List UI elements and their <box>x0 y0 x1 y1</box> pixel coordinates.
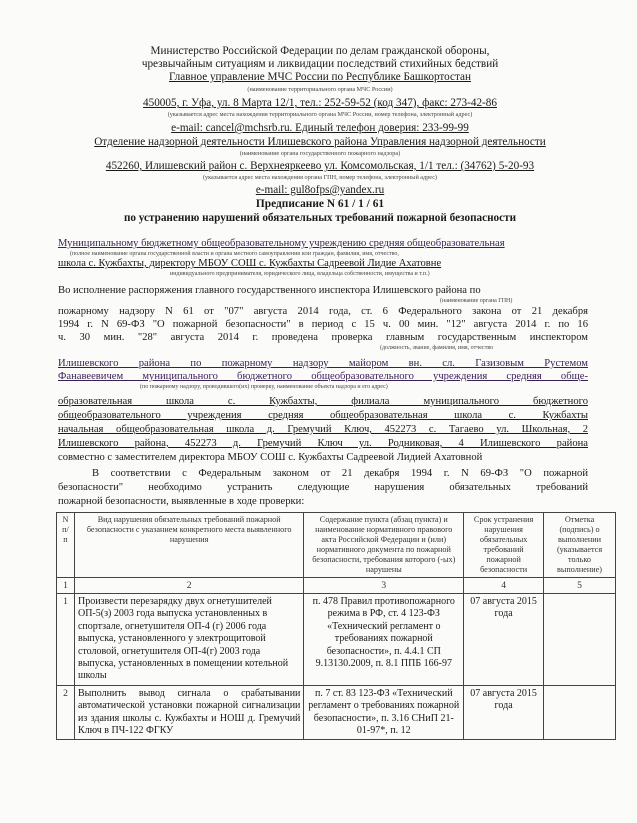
paragraph-line-2: пожарному надзору N 61 от "07" августа 2014 года, ст. 6 Федерального закона от 21 декабря <box>58 306 588 317</box>
directorate-email: e-mail: cancel@mchsrb.ru. Единый телефон доверия: 233-99-99 <box>171 122 469 134</box>
header-deadline: Срок устранения нарушения обязательных требований пожарной безопасности <box>464 513 544 578</box>
caption-inspector: (должность, звание, фамилия, имя, отчество <box>380 345 494 351</box>
deadline: 07 августа 2015 года <box>464 594 544 686</box>
completion-mark <box>544 685 616 740</box>
department-email: e-mail: gul8ofps@yandex.ru <box>255 184 385 196</box>
caption-gpn-body: (наименование органа ГПН) <box>440 298 513 304</box>
completion-mark <box>544 594 616 686</box>
paragraph-line-13: безопасности" необходимо устранить следующие нарушения обязательных требований <box>58 482 588 493</box>
caption-territorial-body: (наименование территориального органа МЧС России) <box>247 86 393 93</box>
header-norm: Содержание пункта (абзац пункта) и наименование нормативного правового акта Российской Федерации и (или) нормативного документа по пожарной безопасности, требования которого (-ых) нарушены <box>304 513 464 578</box>
paragraph-line-7: образовательная школа с. Кужбахты, филиала муниципального бюджетного <box>58 396 588 407</box>
violated-norm: п. 7 ст. 83 123-ФЗ «Технический регламент о требованиях пожарной безопасности», п. 3.16 СНиП 21-01-97*, п. 12 <box>304 685 464 740</box>
order-number: Предписание N 61 / 1 / 61 <box>255 198 385 210</box>
order-subtitle: по устранению нарушений обязательных требований пожарной безопасности <box>123 212 517 224</box>
paragraph-line-4: ч. 30 мин. "28" августа 2014 г. проведена проверка главным государственным инспектором <box>58 332 588 343</box>
header-number: N п/п <box>57 513 75 578</box>
department-name: Отделение надзорной деятельности Илишевского района Управления надзорной деятельности <box>94 136 546 148</box>
paragraph-line-8: общеобразовательного учреждения средняя общеобразовательная школа с. Кужбахты <box>58 410 588 421</box>
caption-object: (по пожарному надзору, проводившего(их) проверку, наименование объекта надзора и его адрес) <box>140 384 388 390</box>
department-address: 452260, Илишевский район с. Верхнеяркеево ул. Комсомольская, 1/1 тел.: (34762) 5-20-93 <box>105 160 535 172</box>
table-row <box>57 594 616 686</box>
addressee-line-2: школа с. Кужбахты, директору МБОУ СОШ с. Кужбахты Садреевой Лидие Ахатовне <box>58 258 442 269</box>
deadline: 07 августа 2015 года <box>464 685 544 740</box>
row-number: 2 <box>57 685 75 740</box>
paragraph-line-12: В соответствии с Федеральным законом от 21 декабря 1994 г. N 69-ФЗ "О пожарной <box>92 468 588 479</box>
caption-department: (наименование органа государственного пожарного надзора) <box>239 150 401 157</box>
paragraph-line-10: Илишевского района, 452273 д. Гремучий Ключ ул. Родниковая, 4 Илишевского района <box>58 438 588 449</box>
table-column-numbers <box>57 578 616 594</box>
row-number: 1 <box>57 594 75 686</box>
caption-addressee: (полное наименование органа государственной власти и органа местного самоуправления или граждан, фамилия, имя, отчество, <box>70 251 399 257</box>
violation-description: Выполнить вывод сигнала о срабатывании автоматической установки пожарной сигнализации из здания школы с. Кужбахты и НОШ д. Гремучий Ключ в ПЧ-122 ФГКУ <box>74 685 303 740</box>
table-header-row <box>57 513 616 578</box>
violations-table <box>56 512 616 740</box>
table-row <box>57 685 616 740</box>
paragraph-line-1: Во исполнение распоряжения главного государственного инспектора Илишевского района по <box>58 285 481 296</box>
paragraph-line-6: Фанавеевичем муниципального бюджетного общеобразовательного учреждения средняя обще- <box>58 371 588 382</box>
caption-department-address: (указывается адрес места нахождения органа ГПН, номер телефона, электронный адрес) <box>202 174 437 181</box>
column-number: 1 <box>57 578 75 594</box>
column-number: 4 <box>464 578 544 594</box>
ministry-line-1: Министерство Российской Федерации по делам гражданской обороны, <box>150 45 490 57</box>
main-directorate: Главное управление МЧС России по Республике Башкортостан <box>169 71 471 83</box>
column-number: 2 <box>74 578 303 594</box>
violated-norm: п. 478 Правил противопожарного режима в РФ, ст. 4 123-ФЗ «Технический регламент о требованиях пожарной безопасности», п. 4.4.1 СП 9.13130.2009, п. 8.1 ППБ 166-97 <box>304 594 464 686</box>
caption-address: (указывается адрес места нахождения территориального органа МЧС России, номер телефона, электронный адрес) <box>167 111 473 118</box>
header-violation: Вид нарушения обязательных требований пожарной безопасности с указанием конкретного места выявленного нарушения <box>74 513 303 578</box>
paragraph-line-11: совместно с заместителем директора МБОУ СОШ с. Кужбахты Садреевой Лидией Ахатовной <box>58 452 483 463</box>
paragraph-line-9: начальная общеобразовательная школа д. Гремучий Ключ, 452273 с. Тагаево ул. Школьная, 2 <box>58 424 588 435</box>
addressee-line-1: Муниципальному бюджетному общеобразовательному учреждению средняя общеобразовательная <box>58 238 505 249</box>
paragraph-line-5: Илишевского района по пожарному надзору майором вн. сл. Газизовым Рустемом <box>58 358 588 369</box>
ministry-line-2: чрезвычайным ситуациям и ликвидации последствий стихийных бедствий <box>141 58 499 70</box>
directorate-address: 450005, г. Уфа, ул. 8 Марта 12/1, тел.: 252-59-52 (код 347), факс: 273-42-86 <box>143 97 497 109</box>
paragraph-line-14: пожарной безопасности, выявленные в ходе проверки: <box>58 496 305 507</box>
violation-description: Произвести перезарядку двух огнетушителей ОП-5(з) 2003 года выпуска установленных в спортзале, огнетушителя ОП-4 (г) 2006 года выпуска, установленного у электрощитовой столовой, огнетушителя ОП-4(г) 2003 года выпуска, установленных в помещении котельной школы <box>74 594 303 686</box>
paragraph-line-3: 1994 г. N 69-ФЗ "О пожарной безопасности" в период с 15 ч. 00 мин. "12" августа 2014 г. по 16 <box>58 319 588 330</box>
column-number: 3 <box>304 578 464 594</box>
column-number: 5 <box>544 578 616 594</box>
header-mark: Отметка (подпись) о выполнении (указывается только выполнение) <box>544 513 616 578</box>
caption-addressee-2: индивидуального предпринимателя, юридического лица, владельца собственности, имущества и т.п.) <box>170 271 430 277</box>
